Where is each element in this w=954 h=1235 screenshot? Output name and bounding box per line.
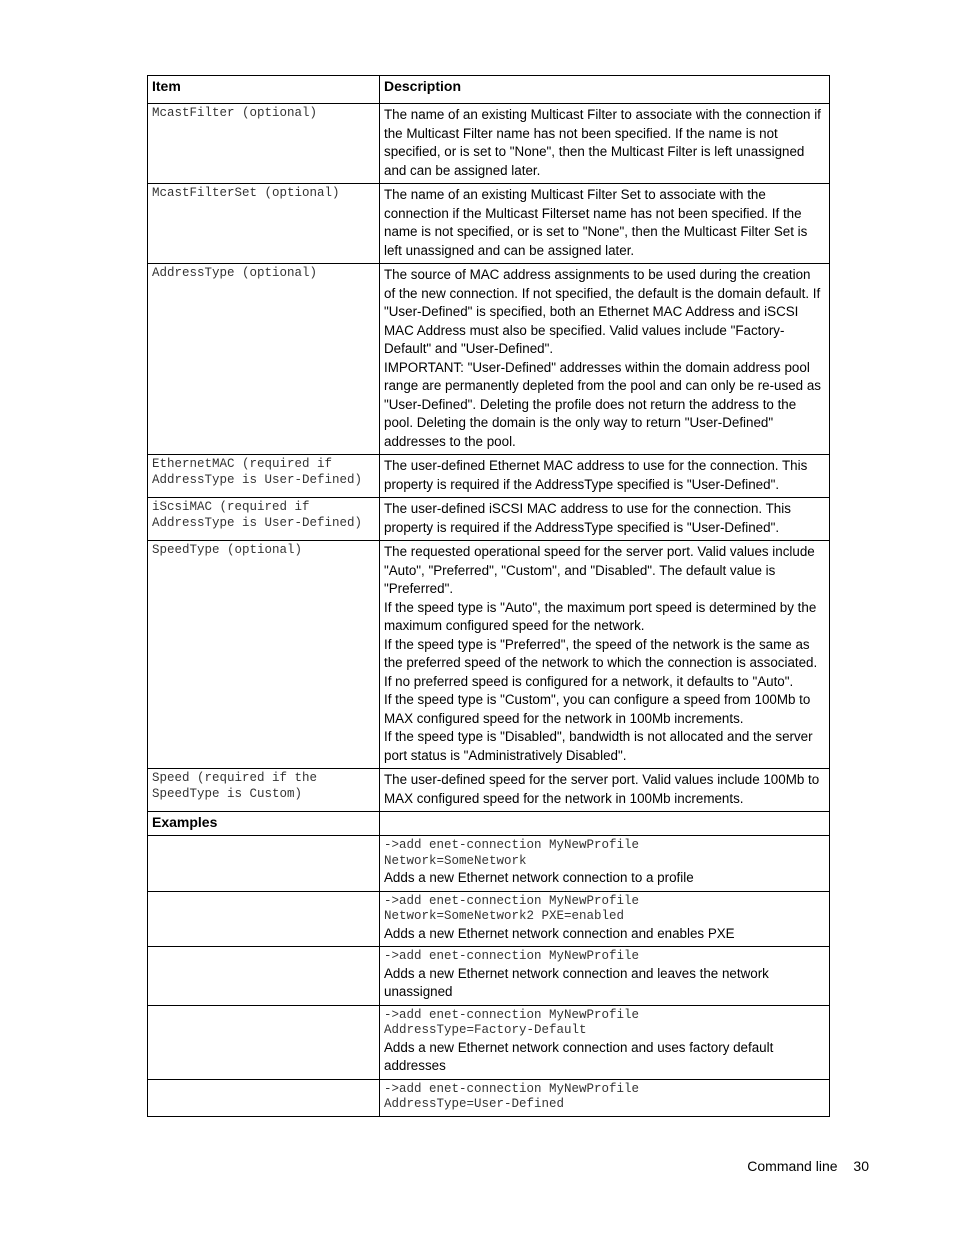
table-row xyxy=(148,184,830,264)
example-cell xyxy=(380,836,830,892)
example-explanation: Adds a new Ethernet network connection and leaves the network unassigned xyxy=(384,965,769,999)
description-paragraph: The name of an existing Multicast Filter to associate with the connection if the Multicast Filter name has not been specified. If the name is not specified, or is set to "None", then the Multicast Filter is left unassigned and can be assigned later. xyxy=(384,107,821,178)
example-command-line: AddressType=Factory-Default xyxy=(384,1023,587,1037)
parameter-description xyxy=(380,541,830,769)
parameter-name: EthernetMAC (required if AddressType is User-Defined) xyxy=(148,455,380,498)
example-command-line: ->add enet-connection MyNewProfile xyxy=(384,893,640,908)
example-row xyxy=(148,891,830,947)
example-explanation: Adds a new Ethernet network connection and uses factory default addresses xyxy=(384,1039,774,1073)
description-paragraph: The user-defined speed for the server port. Valid values include 100Mb to MAX configured speed for the network in 100Mb increments. xyxy=(384,772,820,806)
example-command-line: Network=SomeNetwork2 PXE=enabled xyxy=(384,909,625,923)
description-paragraph: The user-defined Ethernet MAC address to use for the connection. This property is required if the AddressType specified is "User-Defined". xyxy=(384,458,808,492)
table-row xyxy=(148,769,830,812)
description-paragraph: IMPORTANT: "User-Defined" addresses within the domain address pool range are permanently depleted from the pool and can only be re-used as "User-Defined". Deleting the profile does not return the address to the pool. Deleting the domain is the only way to return "User-Defined" addresses to the pool. xyxy=(384,359,821,449)
examples-header-row xyxy=(148,812,830,836)
example-cell xyxy=(380,891,830,947)
header-item: Item xyxy=(148,76,380,104)
parameter-description xyxy=(380,769,830,812)
parameter-name: iScsiMAC (required if AddressType is User-Defined) xyxy=(148,498,380,541)
example-empty-cell xyxy=(148,947,380,1006)
example-empty-cell xyxy=(148,891,380,947)
table-header-row xyxy=(148,76,830,104)
example-row xyxy=(148,836,830,892)
header-description: Description xyxy=(380,76,830,104)
example-explanation: Adds a new Ethernet network connection to a profile xyxy=(384,870,694,885)
parameter-name: SpeedType (optional) xyxy=(148,541,380,769)
description-paragraph: The user-defined iSCSI MAC address to use for the connection. This property is required if the AddressType specified is "User-Defined". xyxy=(384,501,791,535)
example-row xyxy=(148,947,830,1006)
example-command-line: ->add enet-connection MyNewProfile xyxy=(384,949,640,963)
parameter-table xyxy=(147,75,830,1117)
parameter-description xyxy=(380,264,830,455)
examples-empty-cell xyxy=(380,812,830,836)
parameter-name: AddressType (optional) xyxy=(148,264,380,455)
description-paragraph: The name of an existing Multicast Filter Set to associate with the connection if the Multicast Filterset name has not been specified. If the name is not specified, or is set to "None", then the Multicast Filter Set is left unassigned and can be assigned later. xyxy=(384,187,808,258)
example-command-line: ->add enet-connection MyNewProfile xyxy=(384,1007,640,1022)
parameter-description xyxy=(380,104,830,184)
example-command-line: ->add enet-connection MyNewProfile xyxy=(384,838,640,852)
example-row xyxy=(148,1005,830,1079)
example-explanation: Adds a new Ethernet network connection and enables PXE xyxy=(384,925,735,941)
page-number: 30 xyxy=(853,1158,869,1174)
description-paragraph: If the speed type is "Disabled", bandwidth is not allocated and the server port status is "Administratively Disabled". xyxy=(384,729,813,763)
footer-section: Command line xyxy=(747,1158,838,1174)
example-cell xyxy=(380,947,830,1006)
description-paragraph: If the speed type is "Custom", you can configure a speed from 100Mb to MAX configured speed for the network in 100Mb increments. xyxy=(384,692,811,726)
table-row xyxy=(148,455,830,498)
example-cell xyxy=(380,1079,830,1116)
parameter-description xyxy=(380,455,830,498)
table-row xyxy=(148,104,830,184)
example-row xyxy=(148,1079,830,1116)
example-command-line: Network=SomeNetwork xyxy=(384,853,527,868)
parameter-name: McastFilterSet (optional) xyxy=(148,184,380,264)
parameter-name: Speed (required if the SpeedType is Custom) xyxy=(148,769,380,812)
table-row xyxy=(148,541,830,769)
example-command-line: AddressType=User-Defined xyxy=(384,1097,565,1111)
example-empty-cell xyxy=(148,1005,380,1079)
page-footer xyxy=(747,1158,869,1174)
example-cell xyxy=(380,1005,830,1079)
description-paragraph: The requested operational speed for the server port. Valid values include "Auto", "Preferred", "Custom", and "Disabled". The default value is "Preferred". xyxy=(384,544,815,596)
table-row xyxy=(148,264,830,455)
description-paragraph: If the speed type is "Auto", the maximum port speed is determined by the maximum configured speed for the network. xyxy=(384,599,817,633)
example-empty-cell xyxy=(148,836,380,892)
example-empty-cell xyxy=(148,1079,380,1116)
example-command-line: ->add enet-connection MyNewProfile xyxy=(384,1081,640,1096)
parameter-description xyxy=(380,184,830,264)
parameter-name: McastFilter (optional) xyxy=(148,104,380,184)
table-row xyxy=(148,498,830,541)
parameter-description xyxy=(380,498,830,541)
description-paragraph: The source of MAC address assignments to be used during the creation of the new connection. If not specified, the default is the domain default. If "User-Defined" is specified, both an Ethernet MAC Address and iSCSI MAC Address must also be specified. Valid values include "Factory-Default" and "User-Defined". xyxy=(384,267,821,356)
examples-label: Examples xyxy=(148,812,380,836)
description-paragraph: If the speed type is "Preferred", the speed of the network is the same as the preferred speed of the network to which the connection is associated. If no preferred speed is configured for a network, it defaults to "Auto". xyxy=(384,636,818,689)
